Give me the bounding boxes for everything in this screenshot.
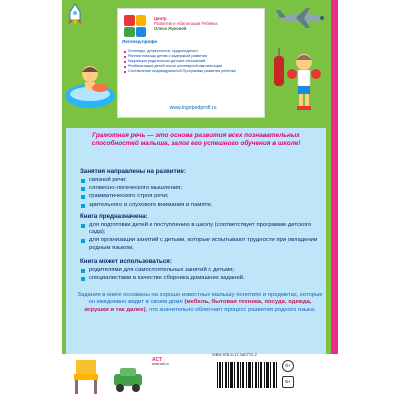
services-list [124, 49, 262, 74]
child-swimming-illustration [64, 50, 116, 110]
section-title-development: Занятия направлены на развитие: [80, 168, 186, 175]
publisher-block [152, 358, 212, 367]
publisher-logo: АСТ [152, 357, 163, 363]
development-list [80, 177, 322, 210]
purpose-list [80, 222, 322, 253]
center-ad-card [117, 8, 265, 118]
isbn-text: ISBN 978-5-17-160772-2 [212, 352, 257, 357]
chair-illustration [66, 356, 106, 396]
toy-car-illustration [110, 360, 146, 396]
list-item: зрительного и слухового внимания и памяти. [80, 202, 322, 209]
rocket-icon [68, 4, 82, 26]
service-item: Реабилитация детей после кохлеарной имплантации [124, 64, 262, 69]
barcode-icon [215, 356, 279, 394]
list-item: для организации занятий с детьми, которые испытывают трудности при овладении родным языком. [80, 237, 322, 251]
boy-boxing-illustration [272, 48, 322, 112]
center-website[interactable]: www.logopedprofi.ru [169, 105, 217, 111]
list-item: связной речи; [80, 177, 322, 184]
usage-list [80, 267, 322, 283]
magenta-edge [331, 0, 338, 400]
publisher-info-strip [62, 354, 338, 400]
service-item: Логопеды, дефектологи, сурдопедагоги [124, 49, 262, 54]
section-title-usage: Книга может использоваться: [80, 258, 172, 265]
list-item: для подготовки детей к поступлению в школу (соответствует программе детского сада); [80, 222, 322, 236]
logo-label: Логопед-профи [122, 39, 157, 44]
book-back-cover [62, 0, 338, 400]
publisher-site[interactable]: www.ast.ru [152, 362, 169, 367]
list-item: словесно-логического мышления; [80, 185, 322, 192]
list-item: грамматического строя речи; [80, 193, 322, 200]
org-name: Центр Развития и Абилитации Ребёнка Олеси Жуковой [154, 16, 218, 32]
service-item: Ранняя помощь детям с задержкой развития [124, 54, 262, 59]
list-item: специалистами в качестве сборника домашних заданий. [80, 275, 322, 282]
center-logo-icon [124, 15, 146, 37]
tasks-description: Задания в книге основаны на хорошо известных малышу понятиях и предметах, которые он ежедневно видит в своем доме (мебель, бытовая техника, посуда, одежда, игрушки и так далее), что значительно облегчает процесс развития родного языка. [77, 292, 323, 313]
age-rating-badge: 0+ [282, 360, 294, 372]
intro-text: Грамотная речь — это основа развития всех познавательных способностей малыша, залог его успешного обучения в школе! [91, 132, 301, 148]
service-item: Составление индивидуальной Программы развития ребенка [124, 69, 262, 74]
age-rating-badge-2: 6+ [282, 376, 294, 388]
list-item: родителями для самостоятельных занятий с детьми; [80, 267, 322, 274]
service-item: Коррекция родительско-детских отношений [124, 59, 262, 64]
airplane-illustration [272, 6, 332, 30]
section-title-purpose: Книга предназначена: [80, 213, 148, 220]
